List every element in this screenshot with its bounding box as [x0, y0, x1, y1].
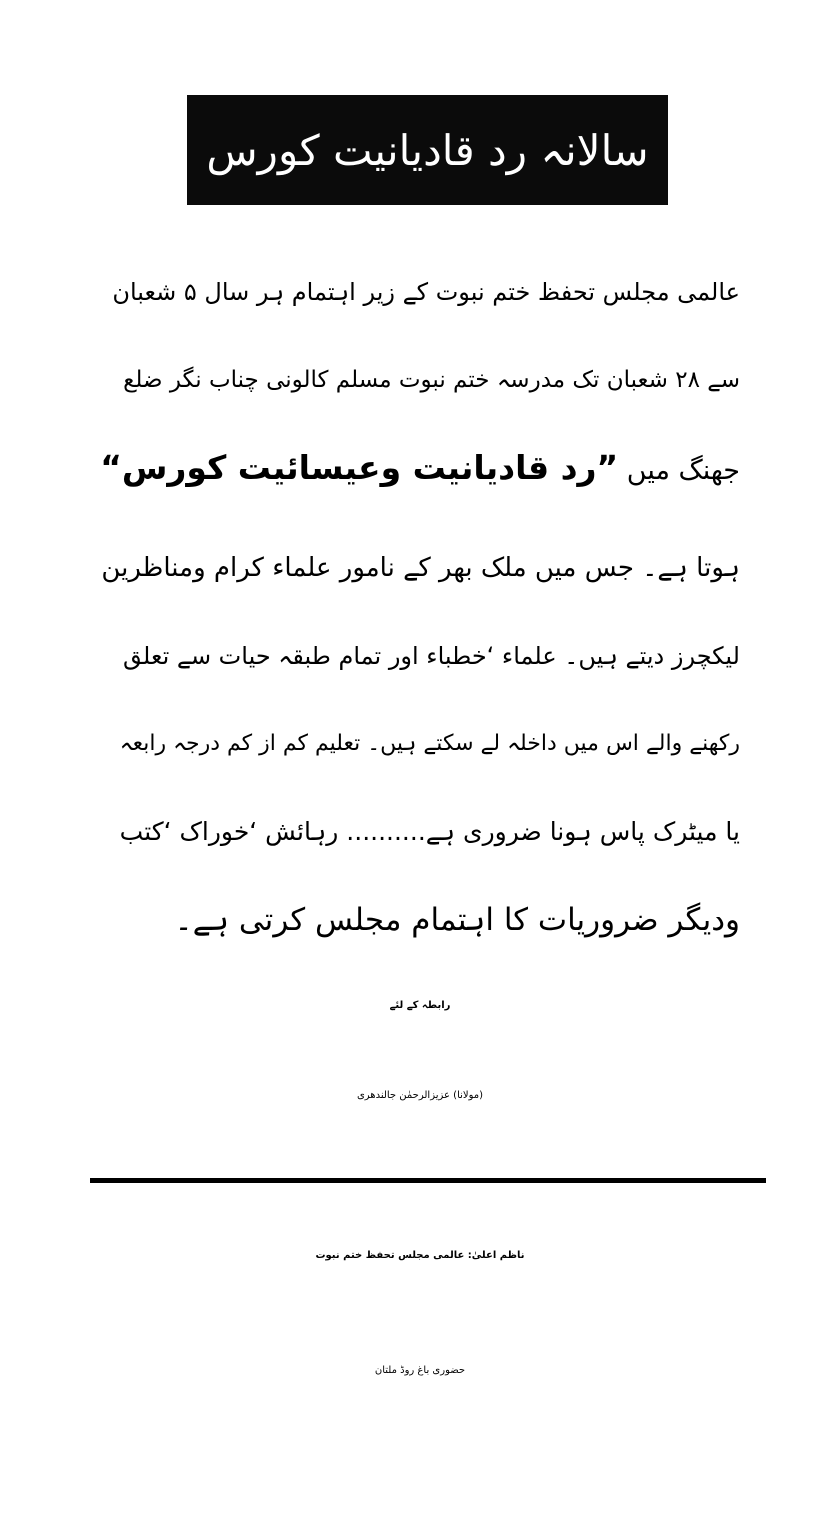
body-line-6: رکھنے والے اس میں داخلہ لے سکتے ہیں۔ تعلیم کم از کم درجہ رابعہ — [119, 731, 740, 756]
body-line-5: لیکچرز دیتے ہیں۔ علماء ‘خطباء اور تمام طبقہ حیات سے تعلق — [123, 642, 740, 670]
body-line-3-lead: جھنگ میں — [626, 455, 740, 486]
body-line-4: ہوتا ہے۔ جس میں ملک بھر کے نامور علماء کرام ومناظرین — [101, 553, 740, 583]
contact-heading: رابطہ کے لئے — [389, 1000, 451, 1011]
body-line-2: سے ۲۸ شعبان تک مدرسہ ختم نبوت مسلم کالونی چناب نگر ضلع — [123, 367, 740, 393]
course-name-highlight: ”رد قادیانیت وعیسائیت کورس“ — [100, 448, 619, 487]
divider-rule — [90, 1178, 766, 1183]
title-banner — [187, 95, 668, 205]
body-line-7: یا میٹرک پاس ہونا ضروری ہے.......... رہائش ‘خوراک ‘کتب — [119, 817, 740, 846]
body-line-3 — [100, 448, 740, 491]
body-line-1: عالمی مجلس تحفظ ختم نبوت کے زیر اہتمام ہر سال ۵ شعبان — [112, 278, 740, 306]
contact-person: (مولانا) عزیزالرحمٰن جالندھری — [356, 1090, 484, 1101]
nazim-title: ناظم اعلیٰ: عالمی مجلس تحفظ ختم نبوت — [315, 1250, 525, 1261]
address: حضوری باغ روڈ ملتان — [374, 1365, 466, 1376]
course-title: سالانہ رد قادیانیت کورس — [206, 125, 649, 175]
body-line-8: ودیگر ضروریات کا اہتمام مجلس کرتی ہے۔ — [174, 902, 740, 938]
